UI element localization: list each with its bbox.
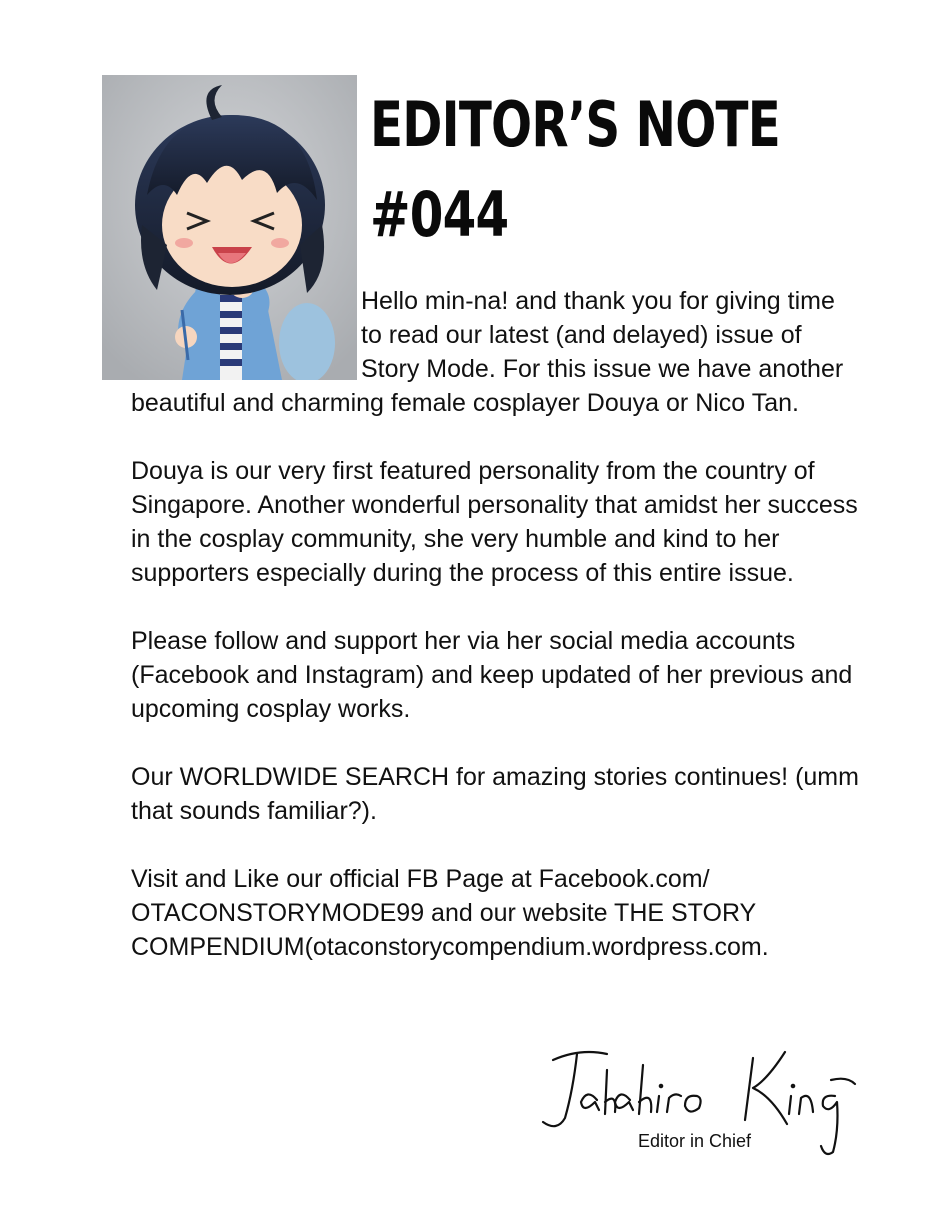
paragraph-search: Our WORLDWIDE SEARCH for amazing stories continues! (umm that sounds familiar?).	[131, 763, 859, 825]
title-line-1: EDITOR’S NOTE	[370, 88, 781, 161]
page-title	[370, 80, 781, 260]
signature-title: Editor in Chief	[638, 1131, 752, 1151]
paragraph-featured: Douya is our very first featured personality from the country of Singapore. Another wonderful personality that amidst her success in the cosplay community, she very humble and kind to her supporters especially during the process of this entire issue.	[131, 457, 858, 587]
paragraph-follow: Please follow and support her via her social media accounts (Facebook and Instagram) and keep updated of her previous and upcoming cosplay works.	[131, 627, 853, 723]
title-line-2: #044	[370, 178, 509, 251]
paragraph-intro: Hello min-na! and thank you for giving time to read our latest (and delayed) issue of Story Mode. For this issue we have another beautiful and charming female cosplayer Douya or Nico Tan.	[131, 287, 844, 417]
paragraph-visit: Visit and Like our official FB Page at Facebook.com/ OTACONSTORYMODE99 and our website THE STORY COMPENDIUM(otaconstorycompendium.wordpress.com.	[131, 865, 769, 961]
editor-note-body	[131, 284, 861, 964]
image-wrap-spacer	[131, 284, 361, 380]
